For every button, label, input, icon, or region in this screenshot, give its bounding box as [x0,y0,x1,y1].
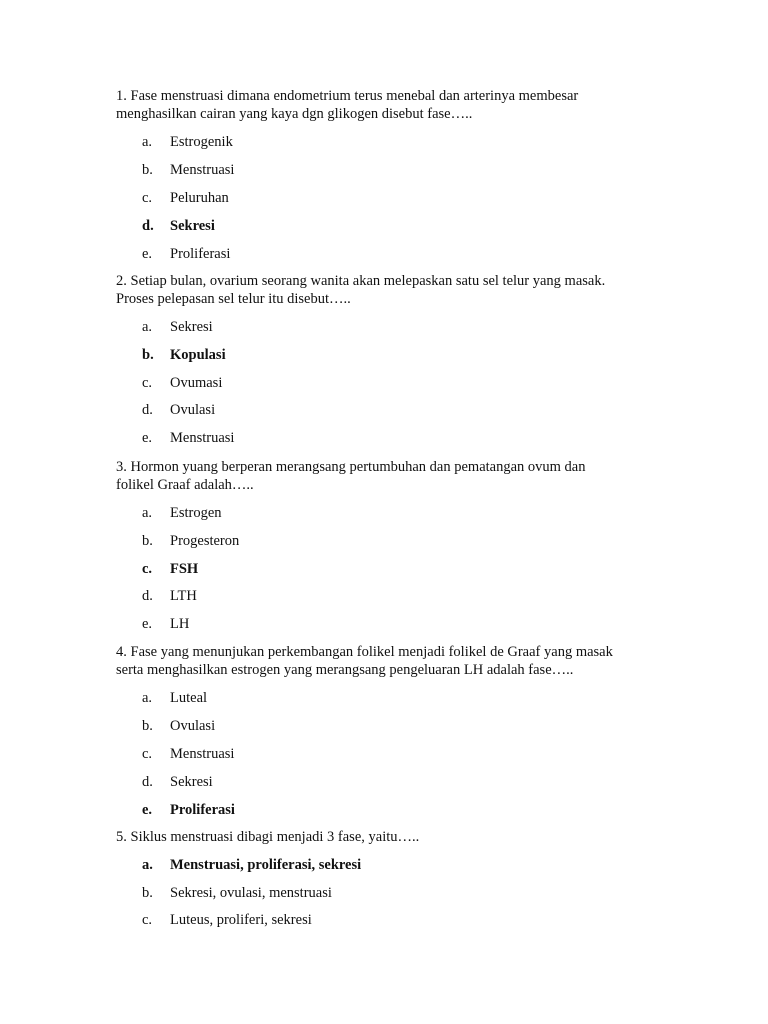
option-letter: d. [142,402,153,418]
option-text: Luteus, proliferi, sekresi [170,912,312,928]
option-text: Menstruasi [170,746,235,762]
option-2b-answer [142,346,226,364]
option-text: Menstruasi, proliferasi, sekresi [170,857,362,873]
option-1d-answer [142,217,215,235]
option-5a-answer [142,856,361,874]
option-letter: a. [142,134,153,150]
option-4b [142,717,215,735]
option-letter: e. [142,616,153,632]
option-4e-answer [142,801,235,819]
option-letter: e. [142,246,153,262]
option-5b [142,884,332,902]
option-letter: e. [142,430,153,446]
option-letter: b. [142,162,153,178]
option-letter: a. [142,319,153,335]
option-letter: d. [142,774,153,790]
option-text: Ovumasi [170,375,223,391]
question-4 [116,643,656,679]
option-letter: e. [142,802,153,818]
option-5c [142,911,312,929]
option-3b [142,532,239,550]
option-text: Progesteron [170,533,240,549]
option-letter: d. [142,588,153,604]
option-text: LH [170,616,190,632]
option-letter: c. [142,375,153,391]
option-text: Ovulasi [170,718,216,734]
question-text-line: 4. Fase yang menunjukan perkembangan folikel menjadi folikel de Graaf yang masak [116,644,613,660]
option-2a [142,318,213,336]
option-letter: d. [142,218,154,234]
option-3e [142,615,189,633]
option-text: Estrogen [170,505,222,521]
option-letter: c. [142,746,153,762]
option-letter: c. [142,190,153,206]
option-letter: c. [142,912,153,928]
option-2c [142,374,222,392]
option-4c [142,745,234,763]
option-text: Proliferasi [170,246,231,262]
option-letter: b. [142,533,153,549]
option-1e [142,245,230,263]
option-letter: a. [142,690,153,706]
option-text: Menstruasi [170,162,235,178]
option-letter: b. [142,885,153,901]
option-text: Peluruhan [170,190,229,206]
option-text: Sekresi [170,774,213,790]
question-text-line: menghasilkan cairan yang kaya dgn glikogen disebut fase….. [116,106,473,122]
option-text: Estrogenik [170,134,233,150]
option-1a [142,133,233,151]
question-text-line: 2. Setiap bulan, ovarium seorang wanita akan melepaskan satu sel telur yang masak. [116,273,606,289]
question-5 [116,828,656,846]
option-text: Sekresi [170,218,215,234]
option-text: Sekresi, ovulasi, menstruasi [170,885,332,901]
option-text: Luteal [170,690,208,706]
option-text: Menstruasi [170,430,235,446]
question-text-line: 3. Hormon yuang berperan merangsang pertumbuhan dan pematangan ovum dan [116,459,586,475]
question-text-line: folikel Graaf adalah….. [116,477,254,493]
option-text: FSH [170,561,199,577]
option-letter: a. [142,857,153,873]
option-letter: c. [142,561,153,577]
option-3a [142,504,222,522]
question-text-line: serta menghasilkan estrogen yang merangsang pengeluaran LH adalah fase….. [116,662,574,678]
option-text: Sekresi [170,319,213,335]
option-text: LTH [170,588,197,604]
question-text-line: Proses pelepasan sel telur itu disebut….. [116,291,351,307]
question-text-line: 5. Siklus menstruasi dibagi menjadi 3 fase, yaitu….. [116,829,420,845]
question-1 [116,87,656,123]
option-text: Kopulasi [170,347,226,363]
question-3 [116,458,656,494]
option-2e [142,429,234,447]
option-4a [142,689,207,707]
option-3c-answer [142,560,198,578]
option-4d [142,773,213,791]
option-1b [142,161,234,179]
question-2 [116,272,656,308]
option-1c [142,189,229,207]
option-letter: a. [142,505,153,521]
option-letter: b. [142,718,153,734]
question-text-line: 1. Fase menstruasi dimana endometrium terus menebal dan arterinya membesar [116,88,579,104]
option-letter: b. [142,347,154,363]
option-text: Ovulasi [170,402,216,418]
option-2d [142,401,215,419]
option-text: Proliferasi [170,802,235,818]
option-3d [142,587,197,605]
